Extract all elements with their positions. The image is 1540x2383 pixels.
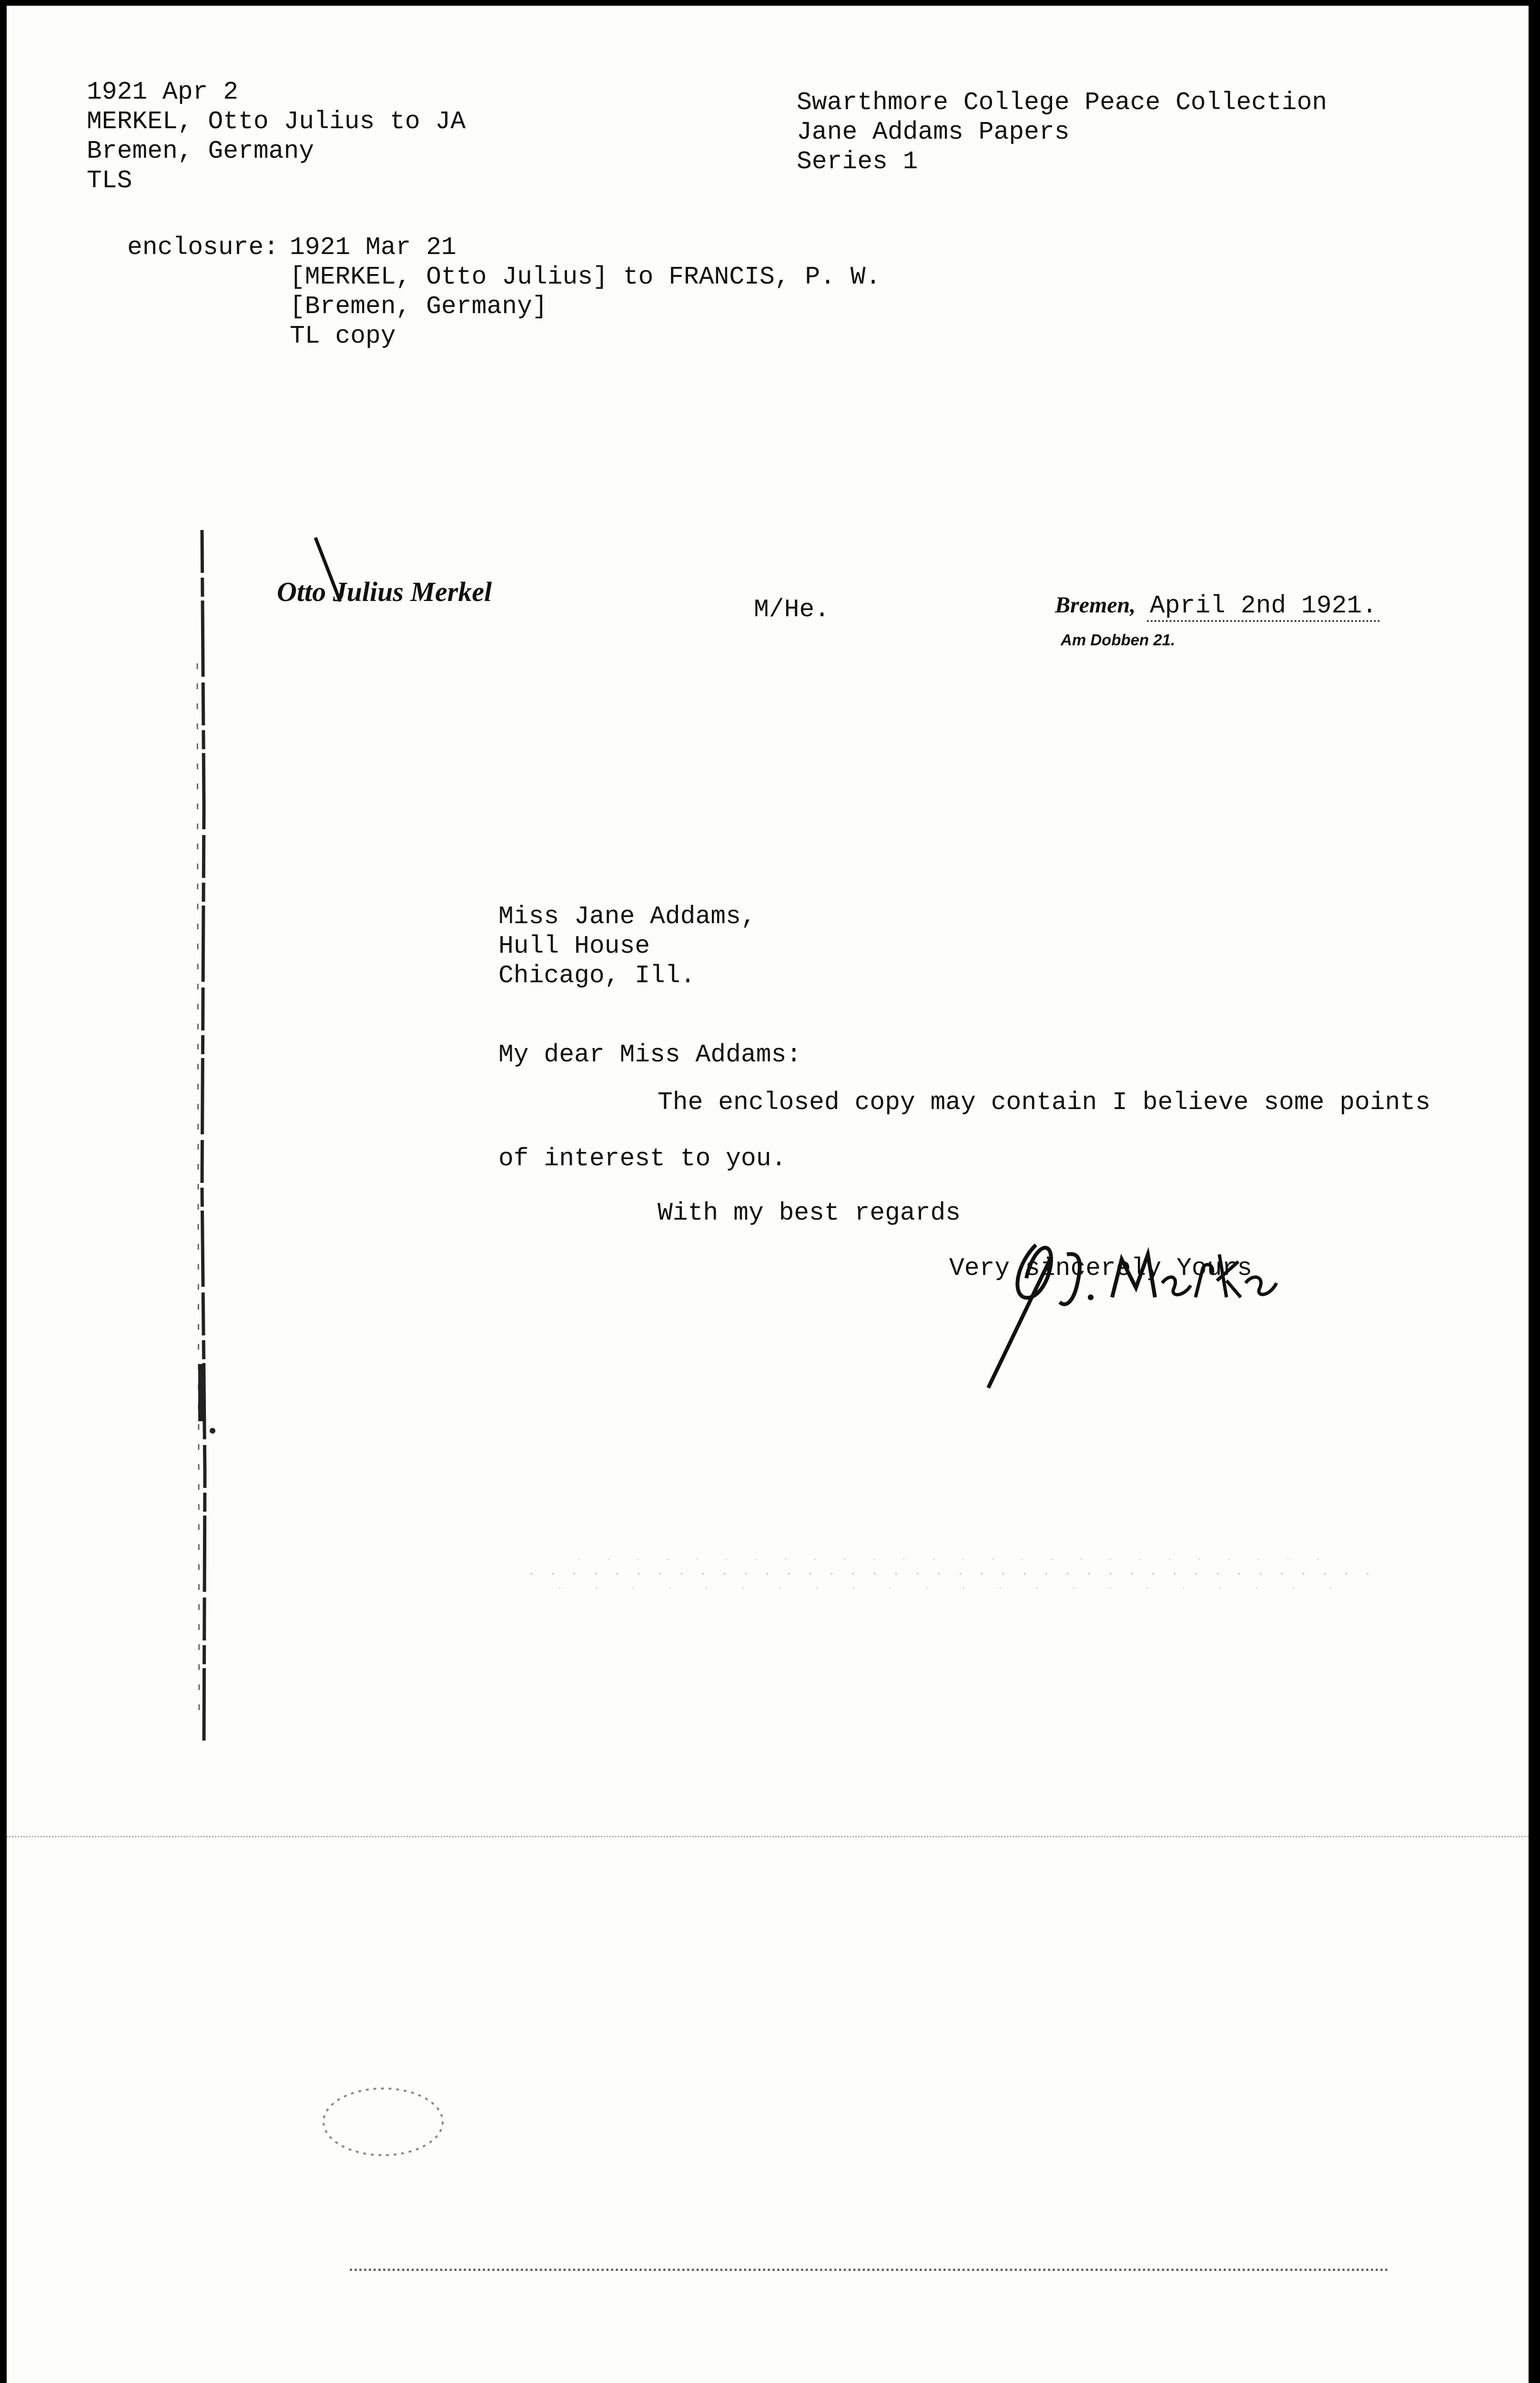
recipient-street: Hull House (498, 932, 650, 960)
collection-papers: Jane Addams Papers (797, 118, 1070, 146)
binding-edge-marks (188, 520, 226, 1760)
paper-specks (531, 1540, 1388, 1607)
body-line-1: The enclosed copy may contain I believe some points (658, 1088, 1431, 1117)
handwritten-signature (979, 1226, 1284, 1397)
catalog-place: Bremen, Germany (87, 137, 314, 165)
letterhead-city: Bremen, (1055, 592, 1136, 618)
recipient-address (498, 902, 756, 990)
recipient-name: Miss Jane Addams, (498, 902, 756, 931)
dateline (1055, 591, 1380, 621)
enclosure-label: enclosure: (127, 233, 279, 262)
fold-line (7, 1836, 1529, 1837)
catalog-correspondents: MERKEL, Otto Julius to JA (87, 107, 466, 136)
salutation: My dear Miss Addams: (498, 1040, 802, 1069)
regards-line: With my best regards (658, 1199, 961, 1227)
letterhead-name: Otto Julius Merkel (277, 576, 492, 607)
faint-stamp (316, 2079, 450, 2165)
letter-date: April 2nd 1921. (1147, 591, 1380, 622)
catalog-document-type: TLS (87, 166, 132, 195)
enclosure-type: TL copy (290, 322, 396, 350)
catalog-date: 1921 Apr 2 (87, 78, 239, 106)
letterhead-street: Am Dobben 21. (1061, 631, 1175, 649)
reference-initials: M/He. (754, 595, 830, 624)
enclosure-correspondents: [MERKEL, Otto Julius] to FRANCIS, P. W. (290, 263, 881, 291)
collection-info (797, 88, 1327, 176)
bottom-dotted-rule (350, 2269, 1388, 2271)
closing-line: Very sincerely Yours (949, 1254, 1253, 1283)
recipient-city: Chicago, Ill. (498, 961, 696, 990)
collection-series: Series 1 (797, 147, 918, 176)
enclosure-date: 1921 Mar 21 (290, 233, 456, 262)
body-line-2: of interest to you. (498, 1144, 787, 1173)
catalog-entry (87, 77, 466, 195)
enclosure-details (290, 233, 881, 351)
enclosure-place: [Bremen, Germany] (290, 292, 547, 321)
archive-document-page (7, 6, 1529, 2383)
collection-name: Swarthmore College Peace Collection (797, 88, 1327, 117)
